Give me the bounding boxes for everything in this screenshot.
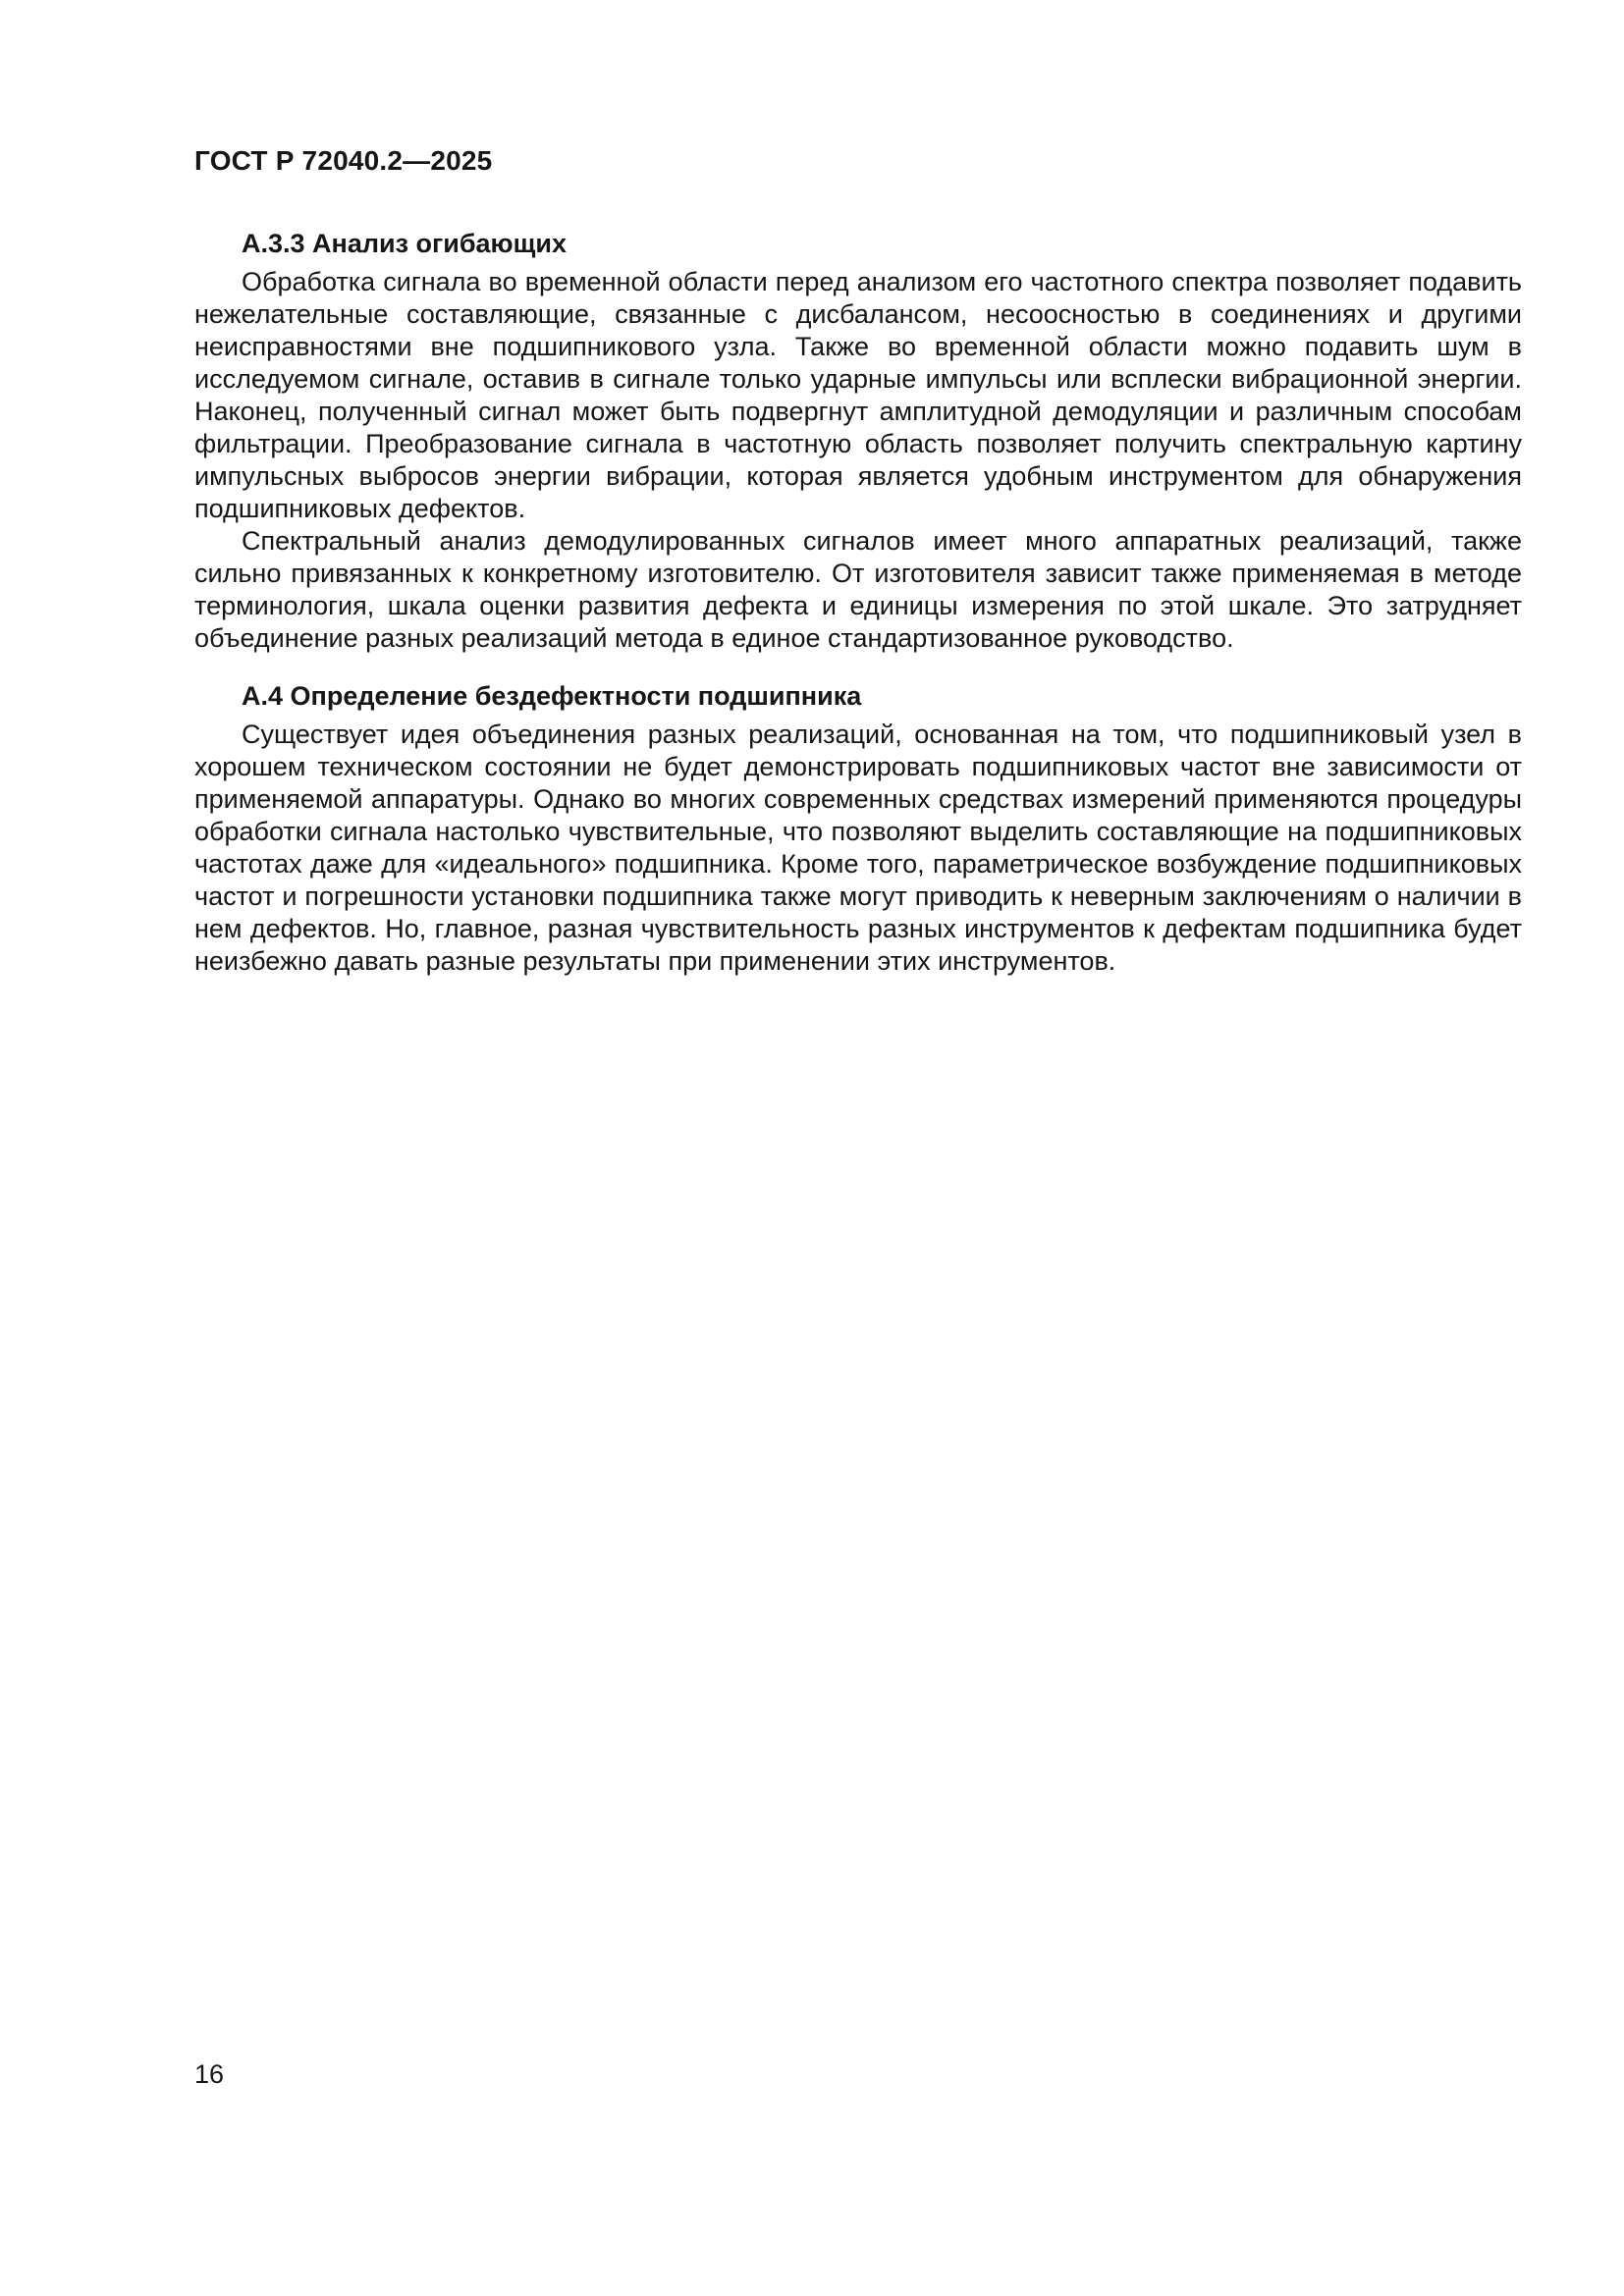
section-heading-a4: А.4 Определение бездефектности подшипника bbox=[242, 681, 862, 711]
page-number: 16 bbox=[194, 2059, 225, 2089]
paragraph: Спектральный анализ демодулированных сигналов имеет много аппаратных реализаций, также сильно привязанных к конкретному изготовителю. От изготовителя зависит также применяемая в методе терминология, шкала оценки развития дефекта и единицы измерения по этой шкале. Это затрудняет объединение разных реализаций метода в единое стандартизованное руководство. bbox=[194, 526, 1522, 653]
paragraph: Обработка сигнала во временной области перед анализом его частотного спектра позволяет подавить нежелательные составляющие, связанные с дисбалансом, несоосностью в соединениях и другими неисправностями вне подшипникового узла. Также во временной области можно подавить шум в исследуемом сигнале, оставив в сигнале только ударные импульсы или всплески вибрационной энергии. Наконец, полученный сигнал может быть подвергнут амплитудной демодуляции и различным способам фильтрации. Преобразование сигнала в частотную область позволяет получить спектральную картину импульсных выбросов энергии вибрации, которая является удобным инструментом для обнаружения подшипниковых дефектов. bbox=[194, 267, 1522, 523]
section-heading-a33: А.3.3 Анализ огибающих bbox=[242, 229, 568, 258]
page-content bbox=[194, 145, 1522, 978]
standard-number-header: ГОСТ Р 72040.2—2025 bbox=[194, 145, 493, 176]
paragraph: Существует идея объединения разных реализаций, основанная на том, что подшипниковый узел в хорошем техническом состоянии не будет демонстрировать подшипниковых частот вне зависимости от применяемой аппаратуры. Однако во многих современных средствах измерений применяются процедуры обработки сигнала настолько чувствительные, что позволяют выделить составляющие на подшипниковых частотах даже для «идеального» подшипника. Кроме того, параметрическое возбуждение подшипниковых частот и погрешности установки подшипника также могут приводить к неверным заключениям о наличии в нем дефектов. Но, главное, разная чувствительность разных инструментов к дефектам подшипника будет неизбежно давать разные результаты при применении этих инструментов. bbox=[194, 720, 1522, 976]
